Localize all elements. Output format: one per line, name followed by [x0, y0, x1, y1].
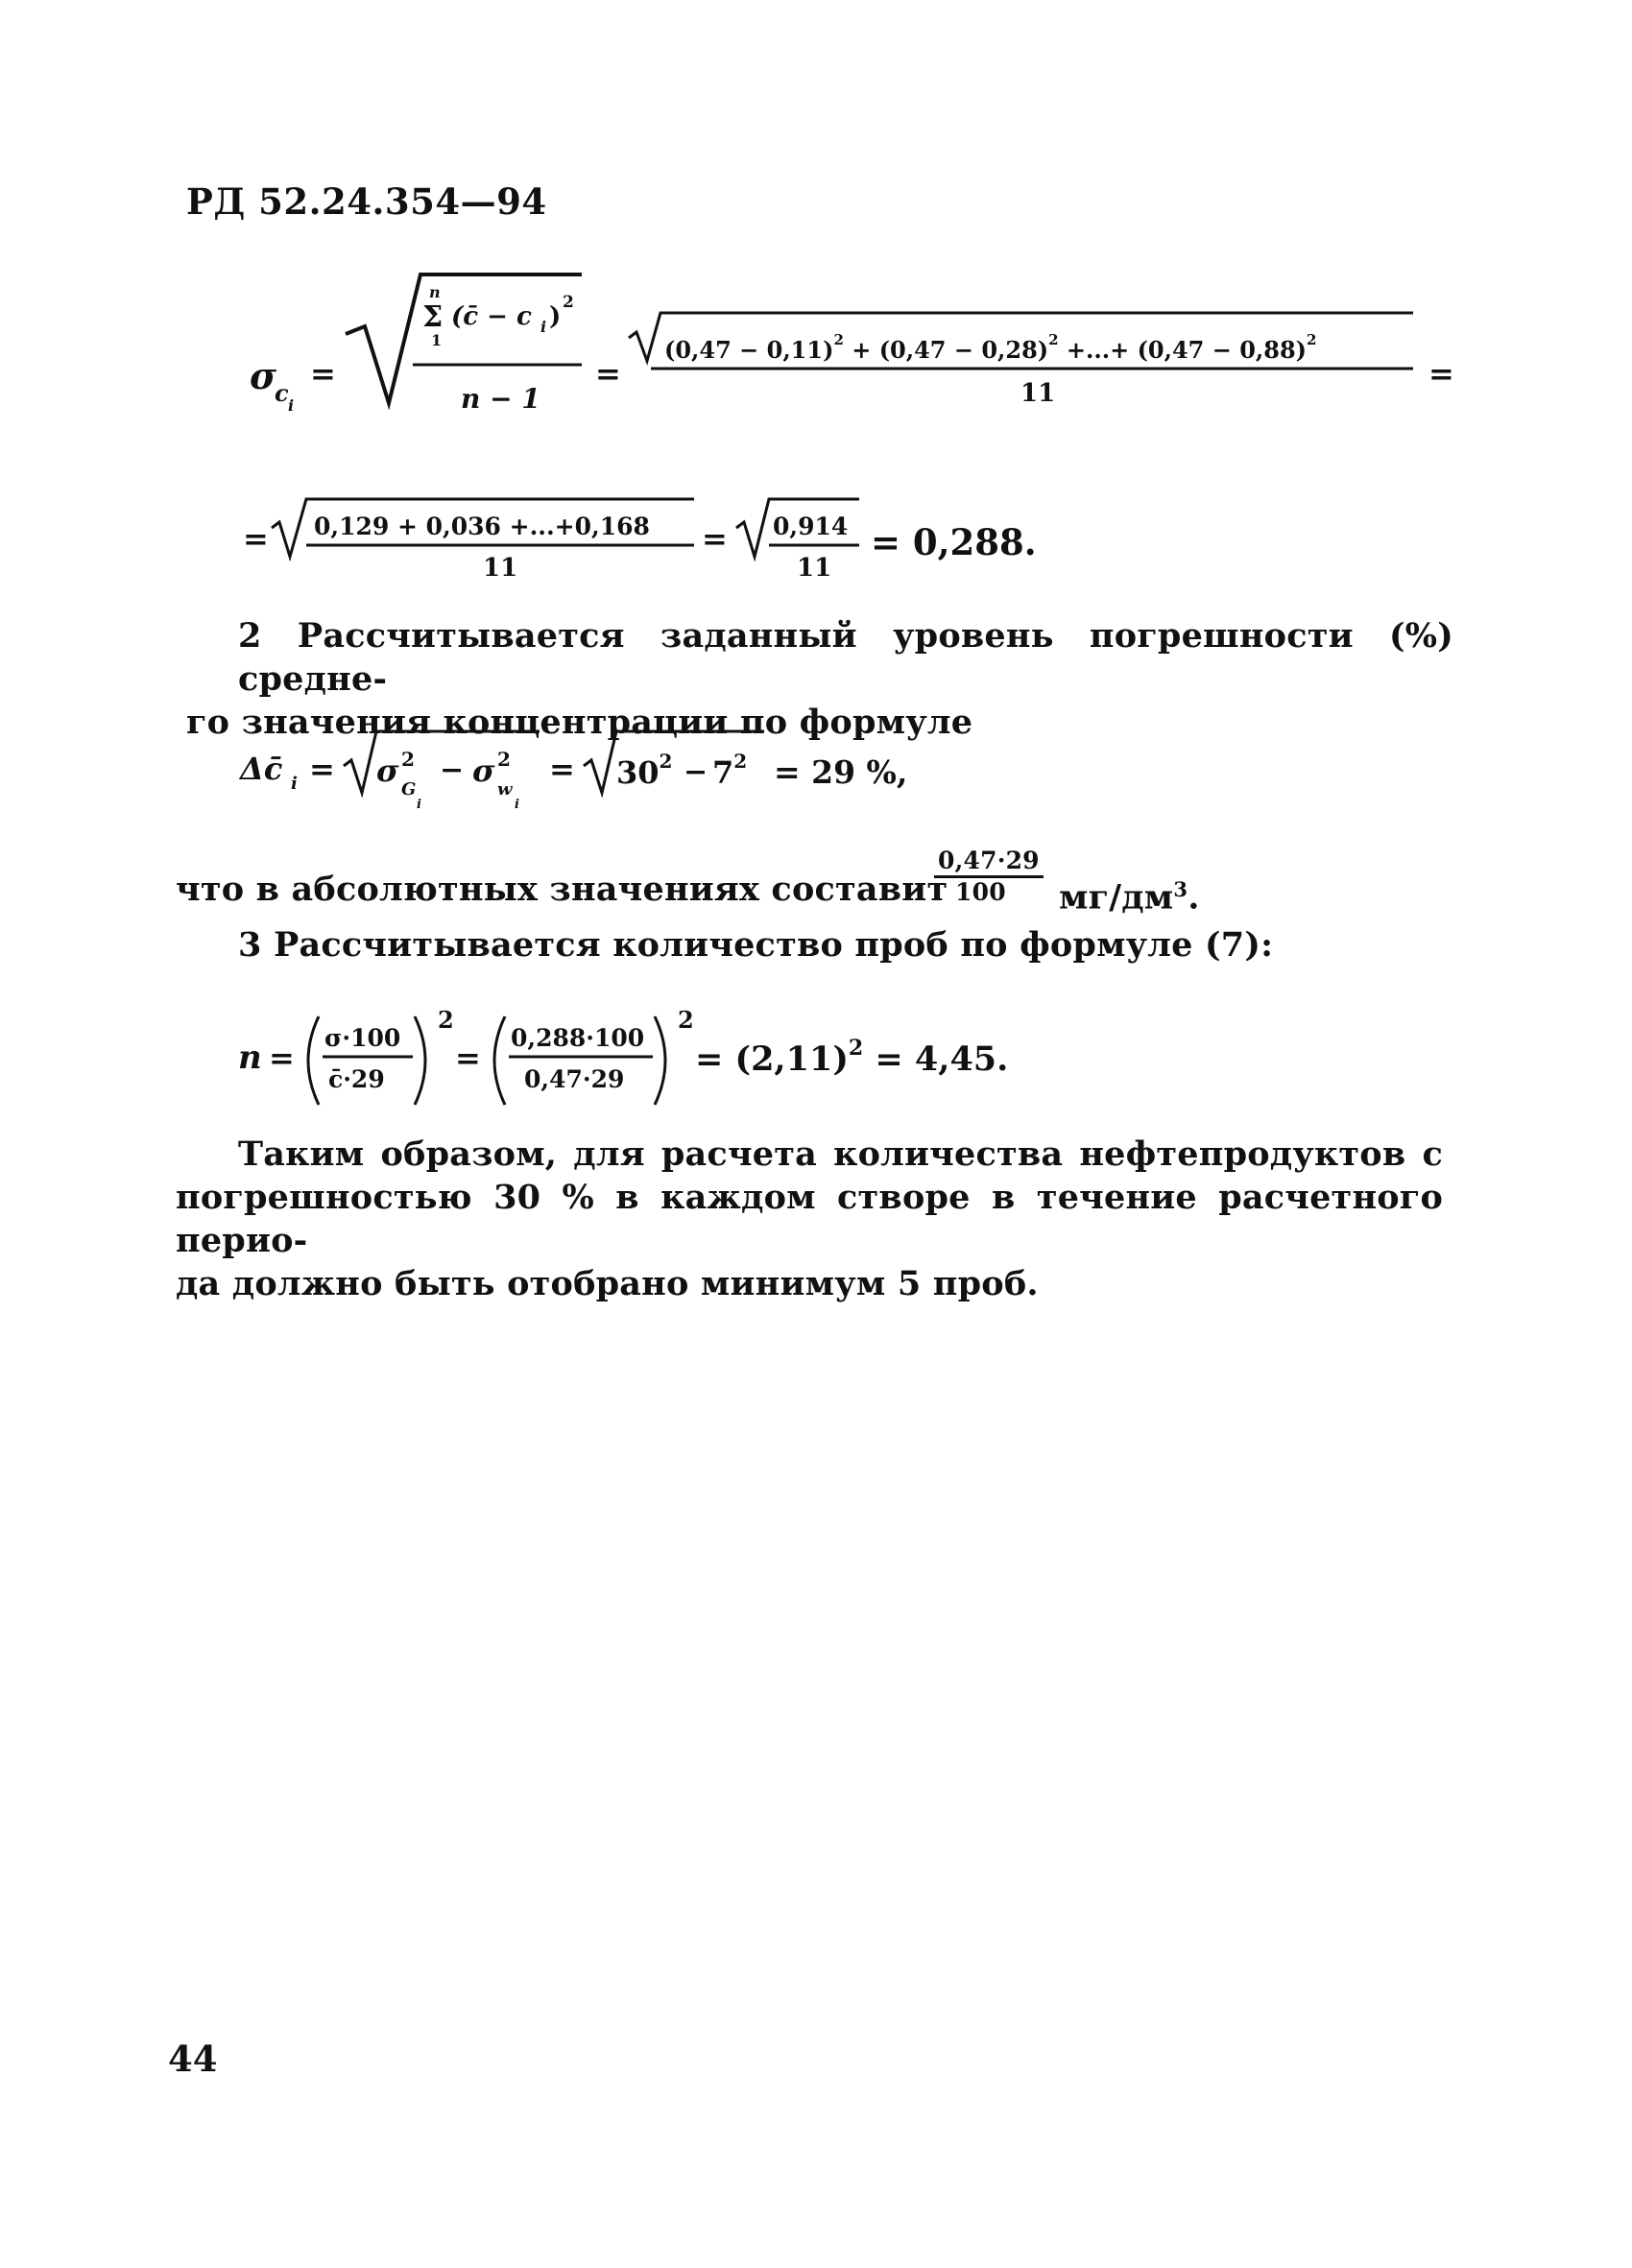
left-paren-2: [494, 1016, 505, 1105]
paragraph-line: го значения концентрации по формуле: [186, 703, 973, 742]
document-code-header: РД 52.24.354—94: [186, 180, 547, 223]
sigma-w: σ: [472, 752, 495, 789]
equals-2a: =: [702, 520, 728, 557]
fraction2-denominator: 0,47·29: [524, 1065, 625, 1093]
sigma-w-sub: w: [497, 779, 513, 800]
abs-unit: $мг/дм^3$.: [1059, 877, 1200, 918]
paragraph-line: да должно быть отобрано минимум 5 проб.: [176, 1264, 1039, 1303]
paragraph-line: 2 Рассчитывается заданный уровень погрешности (%) средне-: [238, 616, 1453, 699]
abs-fraction-numerator: 0,47·29: [934, 847, 1044, 878]
equals-1: =: [310, 355, 336, 392]
paragraph-conclusion: [176, 1133, 1443, 1305]
paragraph-sample-count: 3 Рассчитывается количество проб по формуле (7):: [238, 925, 1274, 965]
abs-fraction-denominator: 100: [955, 878, 1006, 906]
sample-count-result: = $(2,11)^2 = 4,45$.: [695, 1036, 1009, 1079]
equals-2: =: [595, 355, 621, 392]
sum-body-close: ): [549, 302, 562, 331]
square-1: 2: [438, 1006, 454, 1034]
equals-3a: =: [309, 751, 335, 787]
delta-c-symbol: Δc̄: [240, 751, 283, 787]
formula-delta-c: [230, 720, 1018, 825]
denominator-2a: 11: [483, 554, 518, 583]
sigma-value-result: = 0,288.: [871, 521, 1037, 563]
denominator-2b: 11: [797, 554, 832, 583]
equals-3b: =: [549, 751, 575, 787]
leading-equals: =: [243, 520, 269, 557]
numerator-2b: 0,914: [773, 513, 849, 540]
n-minus-1: n − 1: [461, 383, 540, 415]
sum-of-squares-numerator: 0,129 + 0,036 +...+0,168: [314, 513, 650, 540]
seven-squared: $7^2$: [712, 750, 748, 791]
formula-sigma-ci: [221, 259, 1469, 432]
absolute-value-text: что в абсолютных значениях составит: [176, 870, 948, 909]
equals-3: =: [1428, 355, 1454, 392]
sigma-sub-c: c: [275, 379, 289, 407]
equals-4a: =: [269, 1039, 295, 1076]
sum-body-sub: i: [540, 318, 547, 336]
sigma-w-sub-i: i: [515, 798, 519, 812]
sum-square: 2: [563, 293, 574, 312]
left-paren-1: [308, 1016, 319, 1105]
n-symbol: n: [238, 1039, 262, 1077]
formula-sigma-result: [235, 489, 1099, 585]
sum-upper-limit: n: [429, 283, 441, 301]
fraction1-numerator: σ·100: [324, 1024, 401, 1052]
numeric-denominator: 11: [1020, 379, 1056, 408]
absolute-value-line: [176, 847, 1328, 918]
delta-result: = 29 %,: [774, 753, 908, 791]
formula-sample-count: [230, 1003, 1075, 1118]
sum-symbol: Σ: [422, 300, 444, 334]
sigma-g-sub-i: i: [417, 798, 421, 812]
minus-3a: −: [440, 753, 465, 787]
right-paren-2: [655, 1016, 665, 1105]
right-paren-1: [415, 1016, 425, 1105]
paragraph-line: Таким образом, для расчета количества нефтепродуктов с: [238, 1134, 1443, 1174]
sigma-g: σ: [376, 752, 399, 789]
sigma-w-square: 2: [497, 748, 511, 771]
sigma-g-sub: G: [401, 779, 417, 800]
sigma-sub-i: i: [288, 396, 295, 415]
sum-lower-limit: 1: [431, 331, 443, 349]
delta-c-sub: i: [291, 774, 298, 794]
numeric-numerator: $(0,47 - 0,11)^2 + (0,47 - 0,28)^2$ +...+ $(0,47 - 0,88)^2$: [664, 331, 1317, 364]
minus-3b: −: [684, 755, 708, 789]
sigma-g-square: 2: [401, 748, 415, 771]
fraction1-denominator: c̄·29: [328, 1065, 385, 1093]
sum-body: (c̄ − c: [451, 302, 532, 331]
paragraph-line: погрешностью 30 % в каждом створе в течение расчетного перио-: [176, 1178, 1443, 1260]
square-2: 2: [678, 1006, 694, 1034]
page-number: 44: [168, 2038, 218, 2080]
thirty-squared: $30^2$: [616, 750, 673, 791]
fraction2-numerator: 0,288·100: [511, 1024, 645, 1052]
equals-4b: =: [455, 1039, 481, 1076]
sigma-symbol: σ: [250, 354, 277, 397]
